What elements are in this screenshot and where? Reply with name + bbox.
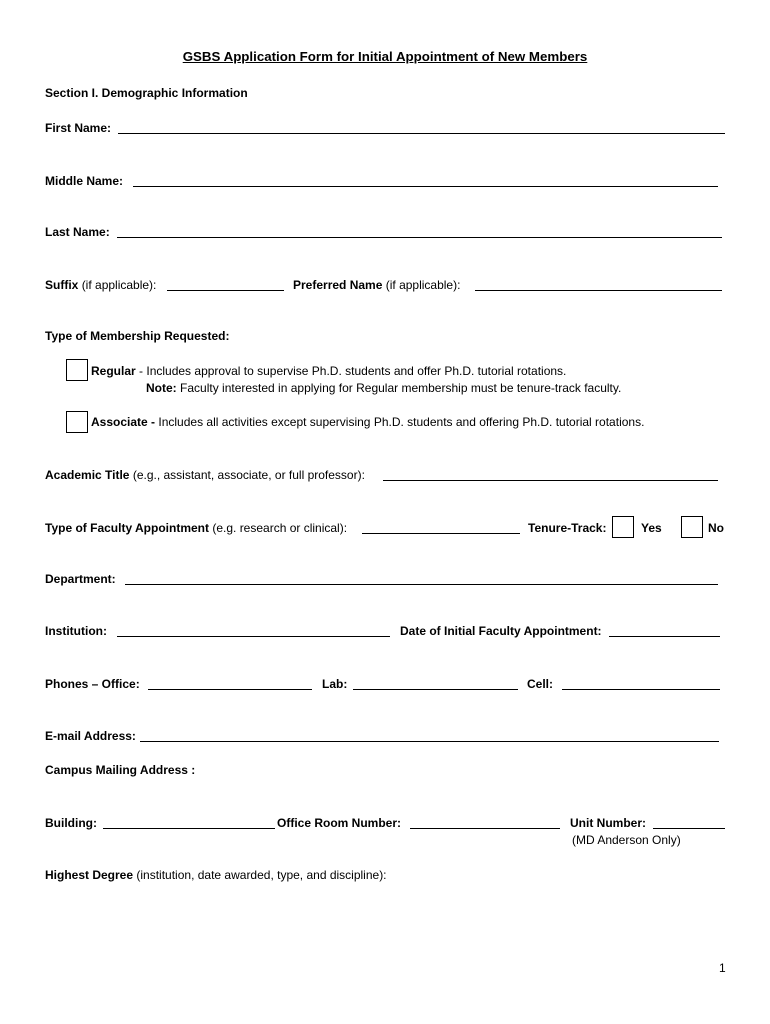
first-name-row (0, 121, 770, 135)
associate-option-text (91, 415, 644, 429)
faculty-appointment-field[interactable] (362, 521, 520, 534)
academic-title-hint: (e.g., assistant, associate, or full professor): (132, 468, 365, 482)
suffix-preferred-row (0, 278, 770, 292)
regular-note-text: Faculty interested in applying for Regular membership must be tenure-track faculty. (180, 381, 622, 395)
associate-option-label: Associate - (91, 415, 156, 429)
associate-option-description: Includes all activities except supervising Ph.D. students and offering Ph.D. tutorial rotations. (158, 415, 645, 429)
middle-name-field[interactable] (133, 174, 718, 187)
membership-heading: Type of Membership Requested: (45, 329, 230, 343)
form-title: GSBS Application Form for Initial Appointment of New Members (182, 49, 588, 64)
suffix-label: Suffix (45, 278, 79, 292)
appointment-date-label: Date of Initial Faculty Appointment: (400, 624, 602, 638)
appointment-date-field[interactable] (609, 624, 720, 637)
preferred-name-hint: (if applicable): (385, 278, 461, 292)
phone-office-label: Phones – Office: (45, 677, 140, 691)
suffix-hint: (if applicable): (81, 278, 157, 292)
preferred-name-label-group (293, 278, 460, 292)
tenure-yes-checkbox[interactable] (612, 516, 634, 538)
academic-title-field[interactable] (383, 468, 718, 481)
department-label: Department: (45, 572, 116, 586)
unit-number-field[interactable] (653, 816, 725, 829)
regular-option-label: Regular (91, 364, 136, 378)
last-name-field[interactable] (117, 225, 722, 238)
phones-row (0, 677, 770, 691)
page-number: 1 (719, 961, 726, 975)
building-label: Building: (45, 816, 97, 830)
middle-name-label: Middle Name: (45, 174, 124, 188)
phone-lab-label: Lab: (322, 677, 348, 691)
academic-title-label-group (45, 468, 365, 482)
faculty-appointment-row (0, 521, 770, 535)
preferred-name-field[interactable] (475, 278, 722, 291)
department-row (0, 572, 770, 586)
department-field[interactable] (125, 572, 718, 585)
institution-field[interactable] (117, 624, 390, 637)
unit-number-note-row (0, 833, 770, 847)
phone-office-field[interactable] (148, 677, 312, 690)
regular-note-label: Note: (146, 381, 177, 395)
associate-option-row (0, 415, 770, 429)
faculty-appointment-hint: (e.g. research or clinical): (212, 521, 348, 535)
phone-cell-field[interactable] (562, 677, 720, 690)
institution-label: Institution: (45, 624, 107, 638)
building-row (0, 816, 770, 830)
tenure-track-label: Tenure-Track: (528, 521, 607, 535)
faculty-appointment-label: Type of Faculty Appointment (45, 521, 209, 535)
last-name-row (0, 225, 770, 239)
section-heading-row (0, 86, 770, 100)
highest-degree-hint: (institution, date awarded, type, and discipline): (136, 868, 387, 882)
page-number-row (0, 961, 770, 975)
office-room-field[interactable] (410, 816, 560, 829)
tenure-no-label: No (708, 521, 724, 535)
first-name-field[interactable] (118, 121, 725, 134)
email-row (0, 729, 770, 743)
email-field[interactable] (140, 729, 719, 742)
phone-lab-field[interactable] (353, 677, 518, 690)
regular-option-description: - Includes approval to supervise Ph.D. students and offer Ph.D. tutorial rotations. (139, 364, 567, 378)
regular-option-row (0, 364, 770, 378)
academic-title-label: Academic Title (45, 468, 130, 482)
academic-title-row (0, 468, 770, 482)
section-heading: Section I. Demographic Information (45, 86, 248, 100)
regular-option-text (91, 364, 566, 378)
unit-number-note: (MD Anderson Only) (572, 833, 681, 847)
campus-mailing-label: Campus Mailing Address : (45, 763, 196, 777)
phone-cell-label: Cell: (527, 677, 554, 691)
preferred-name-label: Preferred Name (293, 278, 383, 292)
building-field[interactable] (103, 816, 275, 829)
suffix-label-group (45, 278, 156, 292)
office-room-label: Office Room Number: (277, 816, 402, 830)
last-name-label: Last Name: (45, 225, 110, 239)
email-label: E-mail Address: (45, 729, 136, 743)
tenure-no-checkbox[interactable] (681, 516, 703, 538)
campus-mailing-row (0, 763, 770, 777)
highest-degree-row (0, 868, 770, 882)
membership-heading-row (0, 329, 770, 343)
first-name-label: First Name: (45, 121, 112, 135)
unit-number-label: Unit Number: (570, 816, 646, 830)
tenure-yes-label: Yes (641, 521, 662, 535)
regular-note (146, 381, 621, 395)
highest-degree-label: Highest Degree (45, 868, 134, 882)
middle-name-row (0, 174, 770, 188)
institution-row (0, 624, 770, 638)
highest-degree-label-group (45, 868, 387, 882)
suffix-field[interactable] (167, 278, 284, 291)
faculty-appointment-label-group (45, 521, 347, 535)
regular-note-row (0, 381, 770, 395)
